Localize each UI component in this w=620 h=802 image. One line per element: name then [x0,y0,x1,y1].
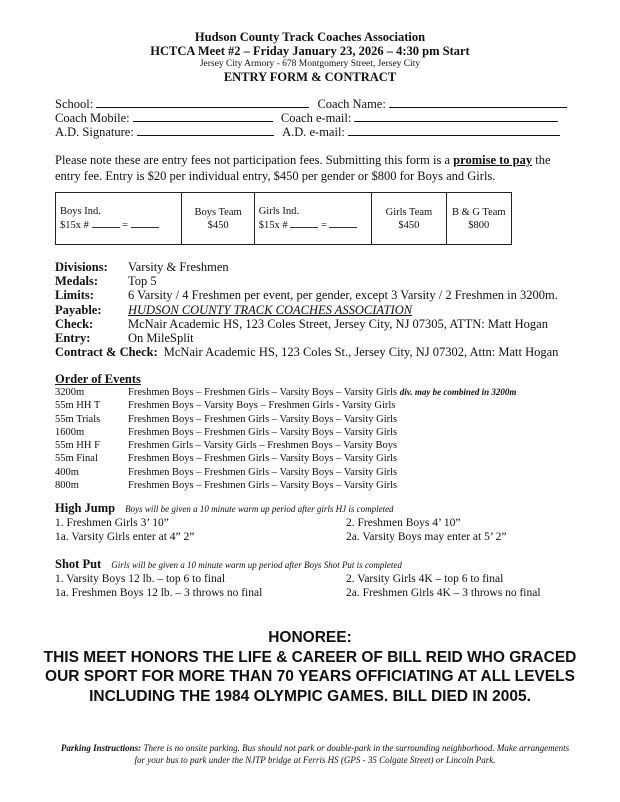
coach-name-label: Coach Name: [317,97,386,111]
boys-ind-count-input[interactable] [92,218,120,228]
boys-ind-total-input[interactable] [131,218,159,228]
coach-mobile-label: Coach Mobile: [55,111,130,125]
girls-ind-count-input[interactable] [290,218,318,228]
ad-signature-label: A.D. Signature: [55,125,134,139]
shot-put-title: Shot Put Girls will be given a 10 minute warm up period after Boys Shot Put is completed [55,557,402,571]
high-jump-title: High Jump Boys will be given a 10 minute warm up period after girls HJ is completed [55,501,394,515]
honoree-text: THIS MEET HONORS THE LIFE & CAREER OF BILL REID WHO GRACED OUR SPORT FOR MORE THAN 70 YEARS OFFICIATING AT ALL LEVELS INCLUDING THE 1984 OLYMPIC GAMES. BILL DIED IN 2005. [43,648,577,705]
events-list [55,386,516,492]
boys-ind-cell: Boys Ind. $15x # = [56,193,182,245]
org-title: Hudson County Track Coaches Association [194,30,426,44]
event-row: 55m HH F Freshmen Girls – Varsity Girls – Freshmen Boys – Varsity Boys [55,440,398,452]
girls-ind-cell: Girls Ind. $15x # = [254,193,372,245]
event-row: 800m Freshmen Boys – Freshmen Girls – Varsity Boys – Varsity Girls [55,480,398,492]
girls-ind-total-input[interactable] [329,218,357,228]
meet-info [55,260,558,359]
high-jump-flights: 1. Freshmen Girls 3’ 10” 1a. Varsity Girls enter at 4” 2” 2. Freshmen Boys 4’ 10” 2a. Varsity Boys may enter at 5’ 2” [55,517,507,543]
info-contract-check: Contract & Check: McNair Academic HS, 123 Coles St., Jersey City, NJ 07302, Attn: Matt Hogan [55,345,559,360]
fee-note: Please note these are entry fees not participation fees. Submitting this form is a promise to pay the entry fee. Entry is $20 per individual entry, $450 per gender or $800 for Boys and Girls. [55,153,551,183]
parking-instructions: Parking Instructions: There is no onsite parking. Bus should not park or double-park in the surrounding neighborhood. Make arrangements for your bus to park under the NJTP bridge at Ferris HS (GPS - 35 Colgate Street) or Lincoln Park. [60,743,570,765]
school-label: School: [55,97,94,111]
bg-team-cell[interactable]: B & G Team $800 [446,193,511,245]
coach-mobile-input[interactable] [133,110,273,122]
coach-name-input[interactable] [389,96,567,108]
fee-table [55,192,512,245]
honoree-title: HONOREE: [268,629,352,646]
event-row: 3200m Freshmen Boys – Freshmen Girls – Varsity Boys – Varsity Girls div. may be combined in 3200m [55,387,517,398]
coach-email-label: Coach e-mail: [280,111,352,125]
girls-team-cell[interactable]: Girls Team $450 [372,193,446,245]
coach-email-input[interactable] [354,110,558,122]
meet-title: HCTCA Meet #2 – Friday January 23, 2026 – 4:30 pm Start [150,44,470,58]
info-divisions: Divisions: Varsity & Freshmen [55,260,229,274]
venue: Jersey City Armory - 678 Montgomery Street, Jersey City [199,59,421,69]
field-row-3 [55,124,560,140]
promise-to-pay: promise to pay [453,153,533,167]
ad-email-label: A.D. e-mail: [282,125,345,139]
event-row: 55m Trials Freshmen Boys – Freshmen Girls – Varsity Boys – Varsity Girls [55,413,398,425]
info-entry: Entry: On MileSplit [55,331,194,346]
info-payable: Payable: HUDSON COUNTY TRACK COACHES ASSOCIATION [55,302,413,317]
events-title: Order of Events [55,372,141,386]
school-input[interactable] [96,96,309,108]
event-row: 55m Final Freshmen Boys – Freshmen Girls – Varsity Boys – Varsity Girls [55,453,398,465]
ad-signature-input[interactable] [137,124,274,136]
shot-put-flights: 1. Varsity Boys 12 lb. – top 6 to final 1a. Freshmen Boys 12 lb. – 3 throws no final 2. Varsity Girls 4K – top 6 to final 2a. Freshmen Girls 4K – 3 throws no final [55,573,541,599]
info-check: Check: McNair Academic HS, 123 Coles Street, Jersey City, NJ 07305, ATTN: Matt Hogan [55,316,548,331]
info-limits: Limits: 6 Varsity / 4 Freshmen per event, per gender, except 3 Varsity / 2 Freshmen in 3200m. [55,288,558,303]
honoree-block [40,628,580,706]
event-row: 400m Freshmen Boys – Freshmen Girls – Varsity Boys – Varsity Girls [55,466,398,478]
form-title: ENTRY FORM & CONTRACT [223,70,397,84]
event-row: 1600m Freshmen Boys – Freshmen Girls – Varsity Boys – Varsity Girls [55,426,398,438]
event-row: 55m HH T Freshmen Boys – Varsity Boys – Freshmen Girls - Varsity Girls [55,400,396,412]
info-medals: Medals: Top 5 [55,274,157,289]
boys-team-cell[interactable]: Boys Team $450 [182,193,254,245]
ad-email-input[interactable] [348,124,560,136]
